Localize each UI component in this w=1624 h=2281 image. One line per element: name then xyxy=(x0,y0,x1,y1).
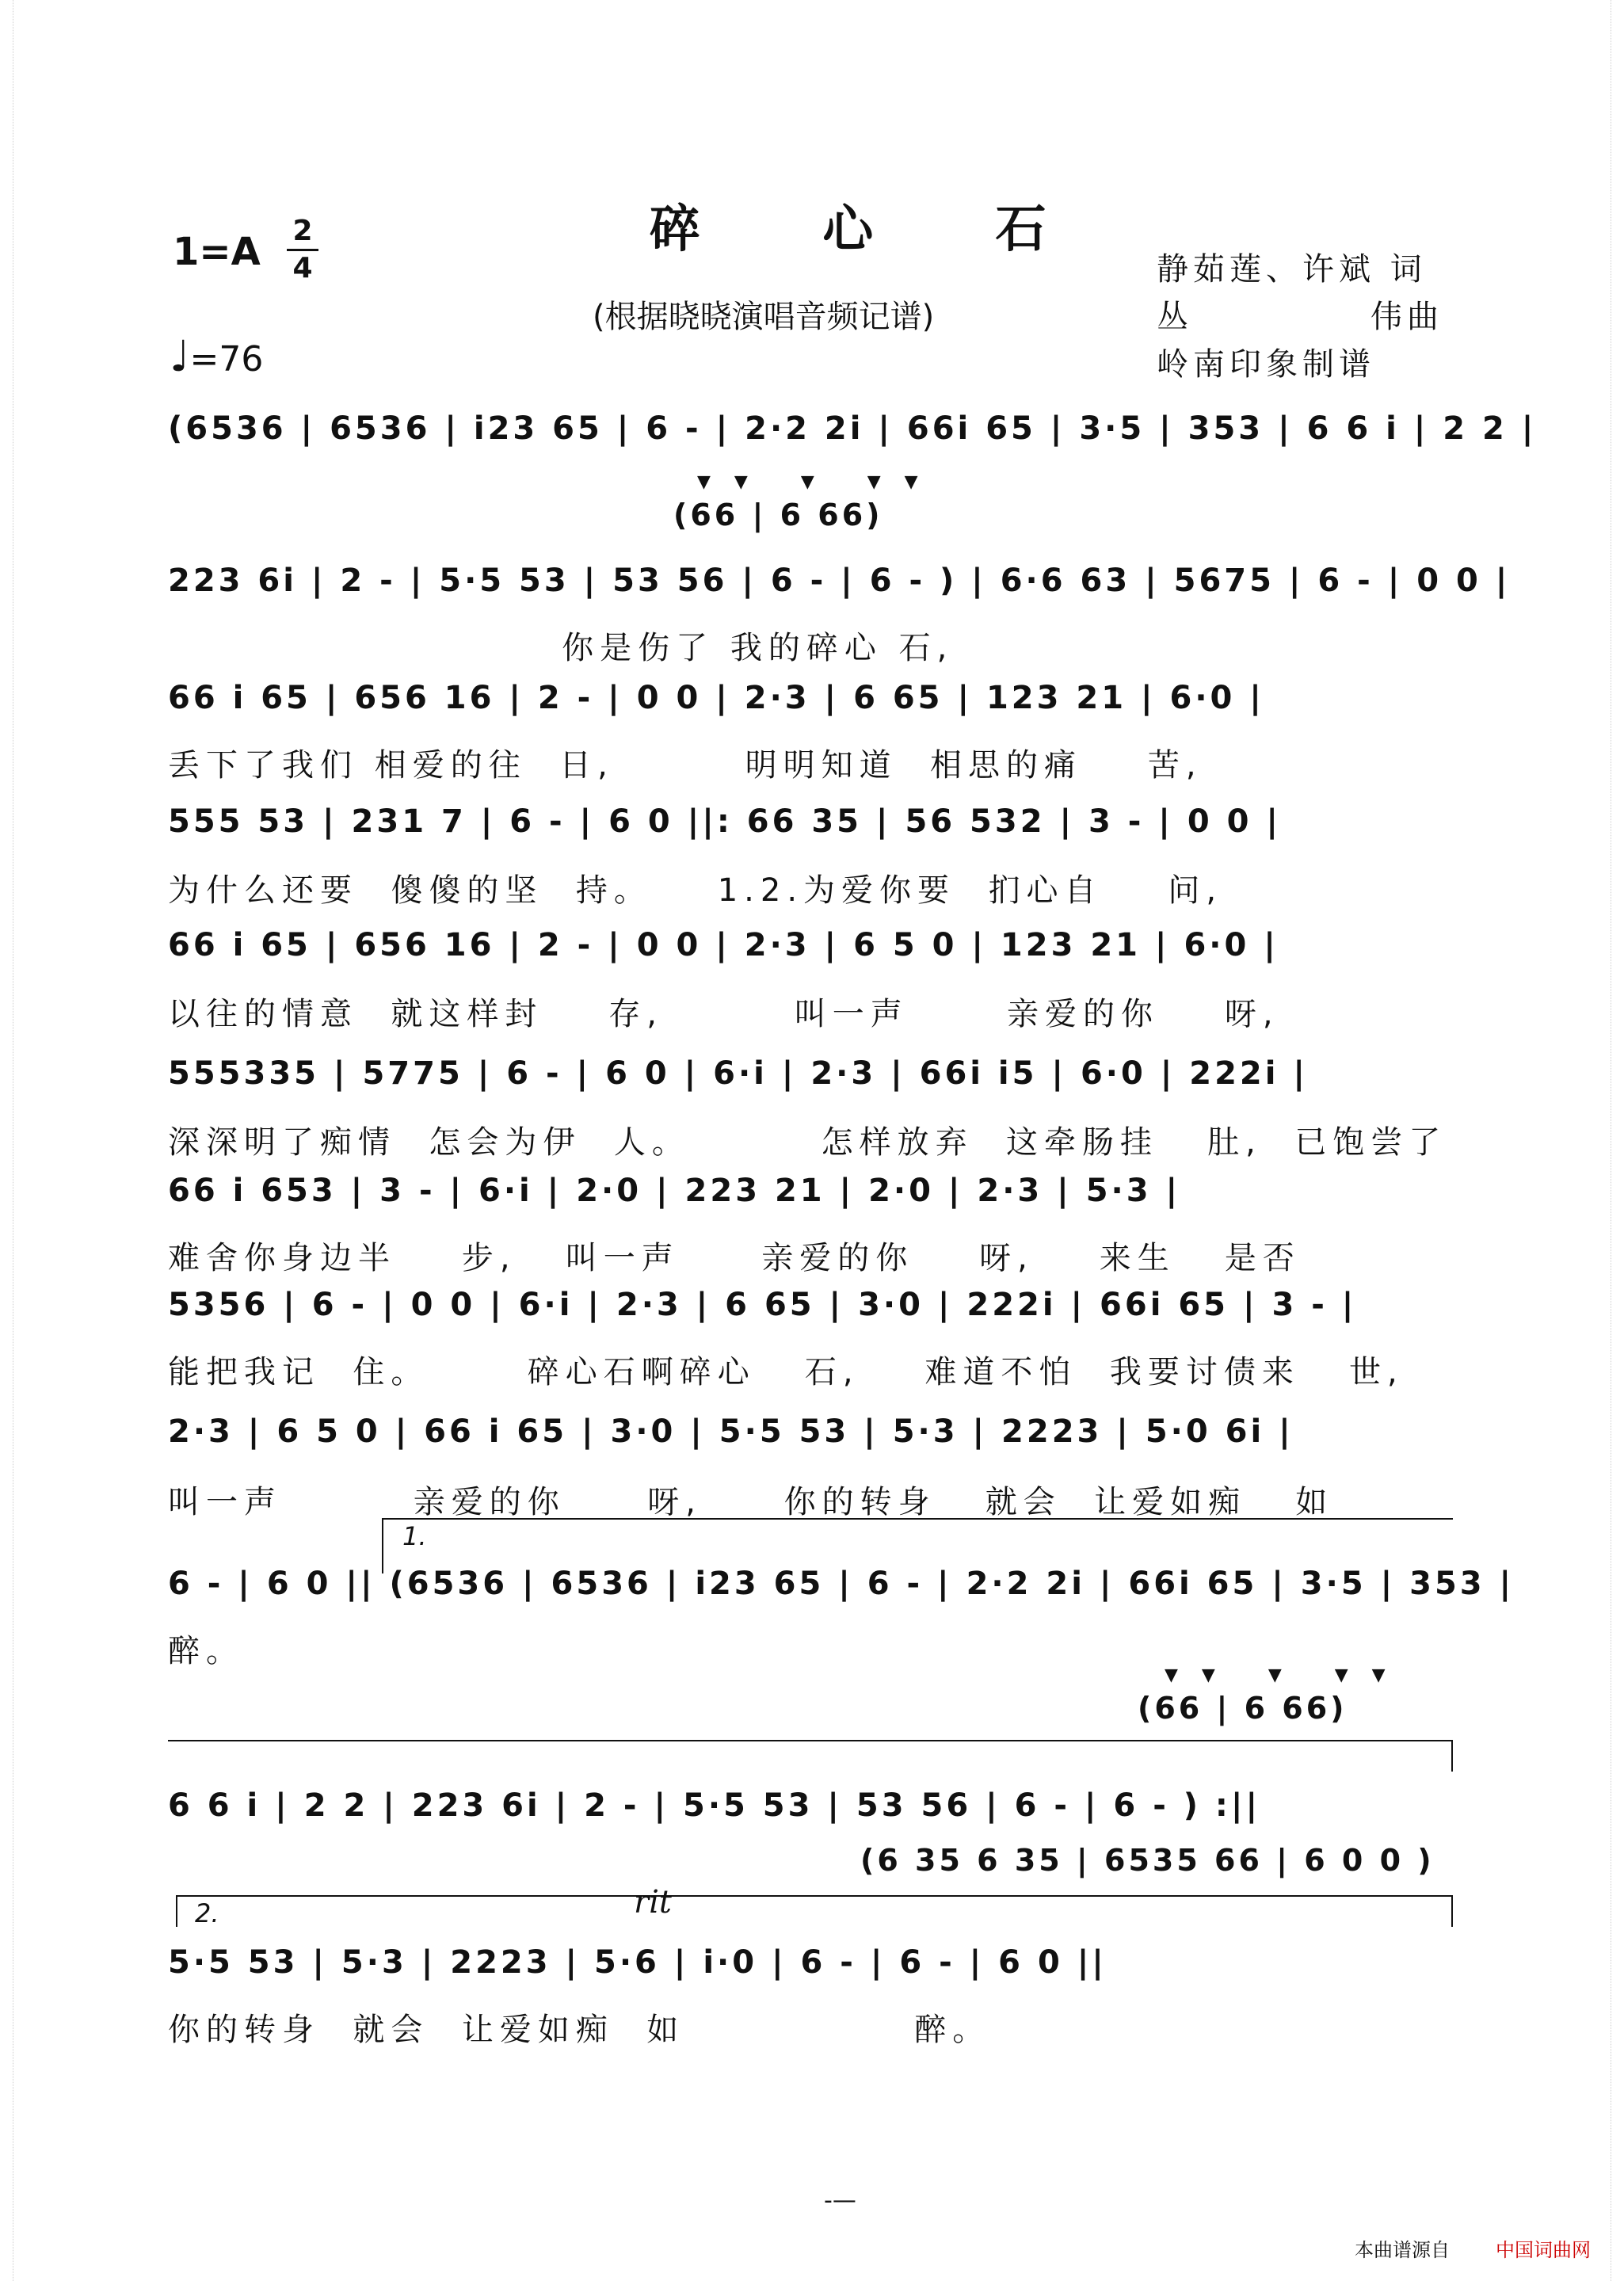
lyric-row-10: 醉。 xyxy=(168,1633,244,1669)
ossia-row-10: (66 | 6 66) xyxy=(1138,1691,1348,1726)
composer-credit-suffix: 伟曲 xyxy=(1370,299,1443,335)
notation-row-2: 223 6i | 2 - | 5·5 53 | 53 56 | 6 - | 6 - ) | 6·6 63 | 5675 | 6 - | 0 0 | xyxy=(168,563,1511,599)
lyric-row-6: 深深明了痴情 怎会为伊 人。 怎样放弃 这牵肠挂 肚, 已饱尝了 xyxy=(168,1124,1447,1161)
notation-row-10: 6 - | 6 0 || (6536 | 6536 | i23 65 | 6 - | 2·2 2i | 66i 65 | 3·5 | 353 | xyxy=(168,1566,1515,1602)
volta-2-bracket xyxy=(176,1895,1451,1897)
lyric-row-12: 你的转身 就会 让爱如痴 如 醉。 xyxy=(168,2012,991,2048)
page-edge-left xyxy=(0,0,13,2281)
ossia-row-1: (66 | 6 66) xyxy=(673,498,883,532)
lyric-row-4: 为什么还要 傻傻的坚 持。 1.2.为爱你要 扪心自 问, xyxy=(168,872,1223,909)
footer-site-link[interactable]: 中国词曲网 xyxy=(1496,2239,1591,2261)
subtitle: (根据晓晓演唱音频记谱) xyxy=(593,299,935,335)
accent-marks-1: ▼▼ ▼ ▼▼ xyxy=(697,472,942,492)
page-number-dash: -— xyxy=(824,2187,856,2214)
time-signature-bottom: 4 xyxy=(292,252,313,284)
lyric-row-7: 难舍你身边半 步, 叫一声 亲爱的你 呀, 来生 是否 xyxy=(168,1240,1301,1276)
notation-row-11: 6 6 i | 2 2 | 223 6i | 2 - | 5·5 53 | 53 56 | 6 - | 6 - ) :|| xyxy=(168,1787,1261,1824)
volta-1-bracket xyxy=(382,1518,1453,1520)
page-edge-right xyxy=(1611,0,1624,2281)
song-title: 碎 心 石 xyxy=(650,200,1099,259)
ossia-row-11: (6 35 6 35 | 6535 66 | 6 0 0 ) xyxy=(860,1843,1435,1878)
notation-row-12: 5·5 53 | 5·3 | 2223 | 5·6 | i·0 | 6 - | 6 - | 6 0 || xyxy=(168,1944,1107,1981)
notation-row-8: 5356 | 6 - | 0 0 | 6·i | 2·3 | 6 65 | 3·0 | 222i | 66i 65 | 3 - | xyxy=(168,1287,1357,1323)
notation-row-4: 555 53 | 231 7 | 6 - | 6 0 ||: 66 35 | 56 532 | 3 - | 0 0 | xyxy=(168,803,1281,840)
accent-marks-10: ▼▼ ▼ ▼▼ xyxy=(1165,1665,1409,1685)
volta-1-label: 1. xyxy=(402,1521,427,1551)
composer-credit-name: 丛 xyxy=(1157,299,1193,335)
quarter-note-icon: ♩ xyxy=(170,331,190,381)
notation-row-3: 66 i 65 | 656 16 | 2 - | 0 0 | 2·3 | 6 65 | 123 21 | 6·0 | xyxy=(168,680,1264,716)
engraver-credit: 岭南印象制谱 xyxy=(1157,346,1375,383)
volta-2-bracket-left xyxy=(176,1895,177,1927)
time-signature-top: 2 xyxy=(292,215,313,247)
notation-row-7: 66 i 653 | 3 - | 6·i | 2·0 | 223 21 | 2·0 | 2·3 | 5·3 | xyxy=(168,1173,1181,1209)
notation-row-9: 2·3 | 6 5 0 | 66 i 65 | 3·0 | 5·5 53 | 5·3 | 2223 | 5·0 6i | xyxy=(168,1413,1294,1450)
lyric-row-3: 丢下了我们 相爱的往 日, 明明知道 相思的痛 苦, xyxy=(168,747,1203,784)
lyric-row-5: 以往的情意 就这样封 存, 叫一声 亲爱的你 呀, xyxy=(168,996,1279,1032)
tempo-marking xyxy=(170,331,263,381)
ritardando-marking: rit xyxy=(634,1884,672,1921)
tempo-value: =76 xyxy=(189,339,264,380)
footer-source: 本曲谱源自 xyxy=(1355,2239,1450,2261)
notation-row-1: (6536 | 6536 | i23 65 | 6 - | 2·2 2i | 66i 65 | 3·5 | 353 | 6 6 i | 2 2 | xyxy=(168,410,1537,447)
volta-1-continuation xyxy=(168,1740,1451,1741)
key-signature: 1=A xyxy=(173,230,261,274)
lyricist-credit: 静茹莲、许斌 词 xyxy=(1157,251,1427,288)
lyric-row-9: 叫一声 亲爱的你 呀, 你的转身 就会 让爱如痴 如 xyxy=(168,1484,1334,1520)
volta-2-bracket-right xyxy=(1451,1895,1453,1927)
notation-row-5: 66 i 65 | 656 16 | 2 - | 0 0 | 2·3 | 6 5 0 | 123 21 | 6·0 | xyxy=(168,927,1279,963)
time-signature-bar xyxy=(287,249,318,251)
notation-row-6: 555335 | 5775 | 6 - | 6 0 | 6·i | 2·3 | 66i i5 | 6·0 | 222i | xyxy=(168,1055,1308,1092)
volta-2-label: 2. xyxy=(195,1898,219,1928)
lyric-row-2: 你是伤了 我的碎心 石, xyxy=(168,630,954,666)
volta-1-continuation-end xyxy=(1451,1740,1453,1772)
time-signature xyxy=(287,216,318,284)
lyric-row-8: 能把我记 住。 碎心石啊碎心 石, 难道不怕 我要讨债来 世, xyxy=(168,1354,1404,1390)
